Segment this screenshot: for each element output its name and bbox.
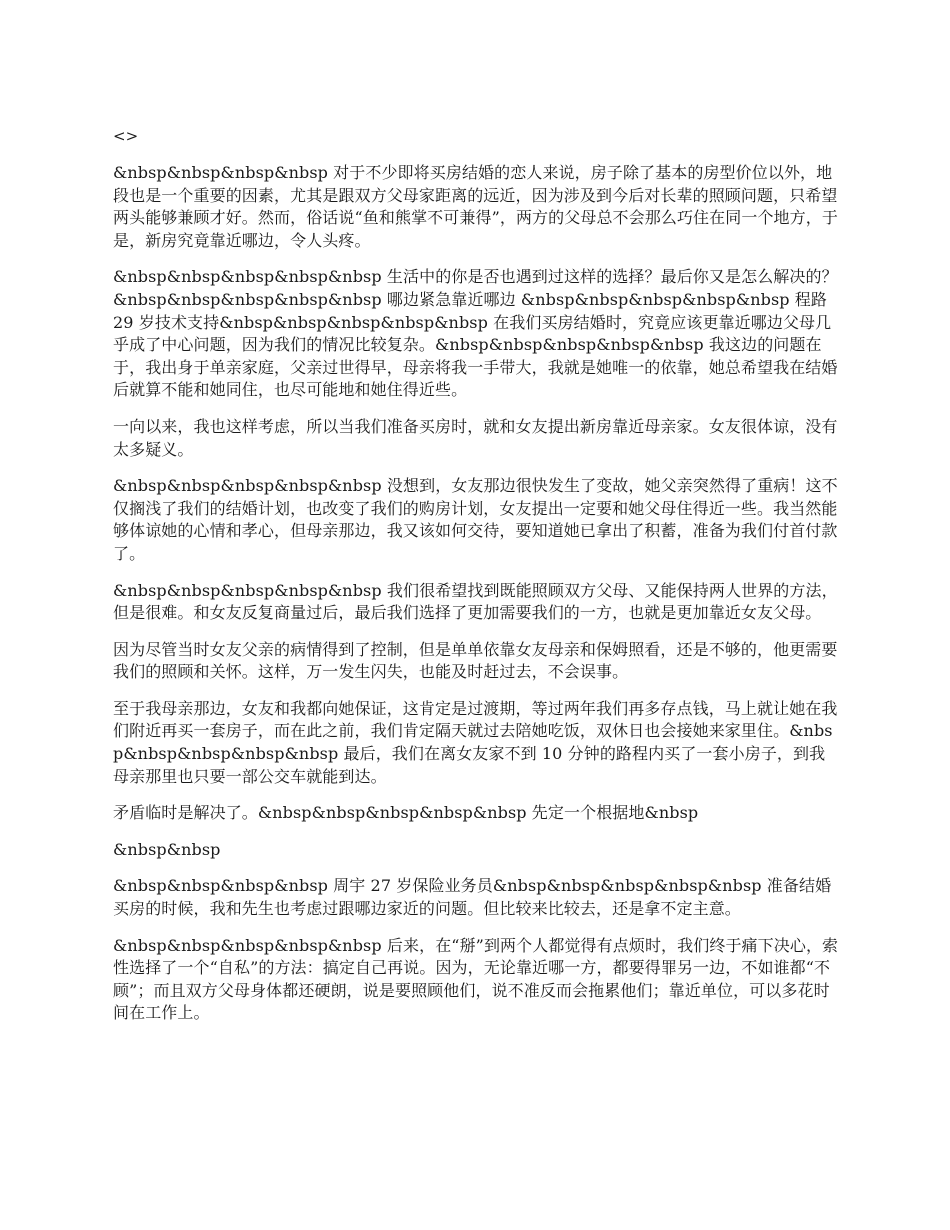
paragraph-4: &nbsp&nbsp&nbsp&nbsp&nbsp 没想到，女友那边很快发生了变故，她父亲突然得了重病！这不仅搁浅了我们的结婚计划，也改变了我们的购房计划，女友提出一定要和她父母住得近一些。我当然能够体谅她的心情和孝心，但母亲那边，我又该如何交待，要知道她已拿出了积蓄，准备为我们付首付款了。 — [113, 476, 838, 563]
paragraph-5: &nbsp&nbsp&nbsp&nbsp&nbsp 我们很希望找到既能照顾双方父母、又能保持两人世界的方法，但是很难。和女友反复商量过后，最后我们选择了更加需要我们的一方，也就是更加靠近女友父母。 — [113, 580, 838, 623]
paragraph-3: 一向以来，我也这样考虑，所以当我们准备买房时，就和女友提出新房靠近母亲家。女友很体谅，没有太多疑义。 — [113, 416, 838, 459]
document-body — [113, 125, 839, 1039]
paragraph-10: &nbsp&nbsp&nbsp&nbsp 周宇 27 岁保险业务员&nbsp&nbsp&nbsp&nbsp&nbsp 准备结婚买房的时候，我和先生也考虑过跟哪边家近的问题。但比较来比较去，还是拿不定主意。 — [113, 876, 832, 919]
paragraph-1: &nbsp&nbsp&nbsp&nbsp 对于不少即将买房结婚的恋人来说，房子除了基本的房型价位以外，地段也是一个重要的因素，尤其是跟双方父母家距离的远近，因为涉及到今后对长辈的照顾问题，只希望两头能够兼顾才好。然而，俗话说“鱼和熊掌不可兼得”，两方的父母总不会那么巧住在同一个地方，于是，新房究竟靠近哪边，令人头疼。 — [113, 163, 838, 250]
paragraph-9: &nbsp&nbsp — [113, 839, 221, 859]
paragraph-7: 至于我母亲那边，女友和我都向她保证，这肯定是过渡期，等过两年我们再多存点钱，马上就让她在我们附近再买一套房子，而在此之前，我们肯定隔天就过去陪她吃饭，双休日也会接她来家里住。&nbsp&nbsp&nbsp&nbsp&nbsp 最后，我们在离女友家不到 10 分钟的路程内买了一套小房子，到我母亲那里也只要一部公交车就能到达。 — [113, 698, 838, 786]
top-mark: <> — [113, 127, 139, 145]
paragraph-11: &nbsp&nbsp&nbsp&nbsp&nbsp 后来，在“掰”到两个人都觉得有点烦时，我们终于痛下决心，索性选择了一个“自私”的方法：搞定自己再说。因为，无论靠近哪一方，都要得罪另一边，不如谁都“不顾”；而且双方父母身体都还硬朗，说是要照顾他们，说不准反而会拖累他们；靠近单位，可以多花时间在工作上。 — [113, 935, 839, 1023]
paragraph-6: 因为尽管当时女友父亲的病情得到了控制，但是单单依靠女友母亲和保姆照看，还是不够的，他更需要我们的照顾和关怀。这样，万一发生闪失，也能及时赶过去，不会误事。 — [113, 639, 838, 682]
paragraph-8: 矛盾临时是解决了。&nbsp&nbsp&nbsp&nbsp&nbsp 先定一个根据地&nbsp — [113, 803, 699, 823]
paragraph-2: &nbsp&nbsp&nbsp&nbsp&nbsp 生活中的你是否也遇到过这样的选择？最后你又是怎么解决的？&nbsp&nbsp&nbsp&nbsp&nbsp 哪边紧急靠近哪边 &nbsp&nbsp&nbsp&nbsp&nbsp 程路 29 岁技术支持&nbsp&nbsp&nbsp&nbsp&nbsp 在我们买房结婚时，究竟应该更靠近哪边父母几乎成了中心问题，因为我们的情况比较复杂。&nbsp&nbsp&nbsp&nbsp&nbsp 我这边的问题在于，我出身于单亲家庭，父亲过世得早，母亲将我一手带大，我就是她唯一的依靠，她总希望我在结婚后就算不能和她同住，也尽可能地和她住得近些。 — [113, 267, 838, 400]
